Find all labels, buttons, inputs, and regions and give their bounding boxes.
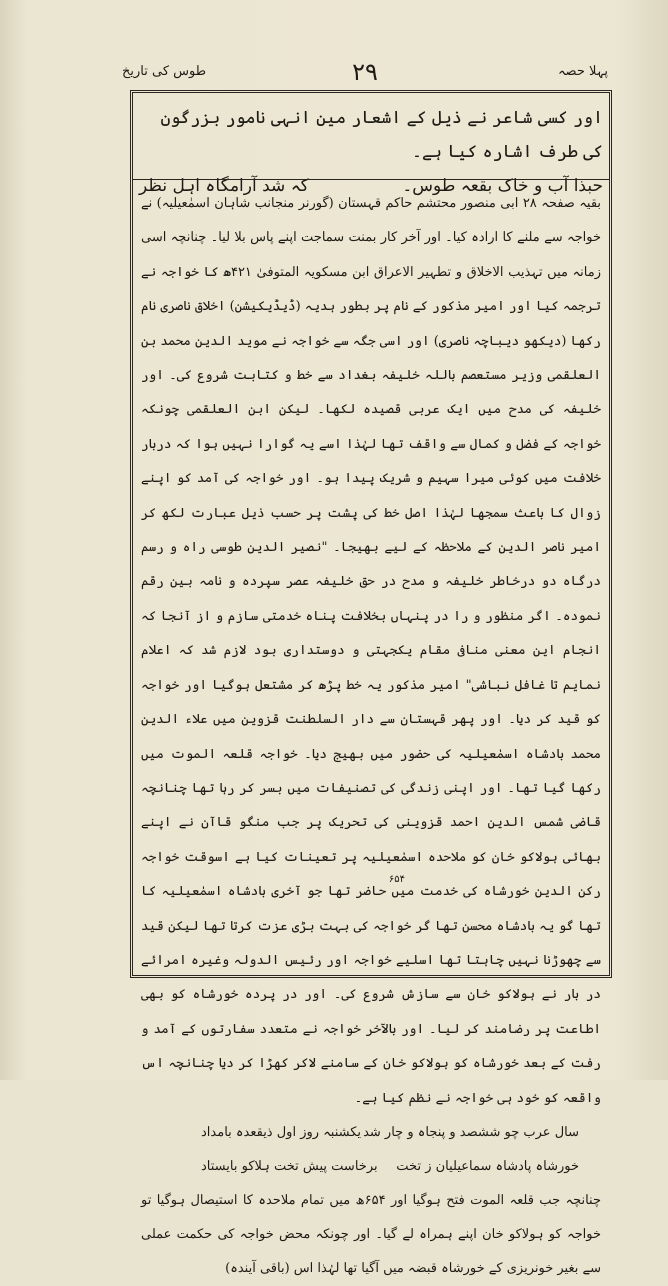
footnote-paragraph-1: بقیہ صفحہ ۲۸ ابی منصور محتشم حاکم قہستان (گورنر منجانب شاہان اسمٰعیلیہ) نے خواجہ سے ملنے کا ارادہ کیا۔ اور آخر کار بمنت سماجت اپنے پاس بلا لیا۔ چنانچہ اسی زمانہ میں تہذیب الاخلاق و تطہیر الاعراق ابن مسکویہ المتوفیٰ ۴۲۱ھ کا خواجہ نے ترجمہ کیا اور امیر مذکور کے نام پر بطور ہدیہ (ڈیڈیکیشن) اخلاق ناصری نام رکھا (دیکھو دیباچہ ناصری) اور اسی جگہ سے خواجہ نے موید الدین محمد بن العلقمی وزیر مستعصم باللہ خلیفہ بغداد سے خط و کتابت شروع کی۔ اور خلیفہ کی مدح میں ایک عربی قصیدہ لکھا۔ لیکن ابن العلقمی چونکہ خواجہ کے فضل و کمال سے واقف تھا لہٰذا اسے یہ گوارا نہیں ہوا کہ دربار خلافت میں کوئی میرا سہیم و شریک پیدا ہو۔ اور خواجہ کی آمد کو اپنے زوال کا باعث سمجھا لہٰذا اصل خط کی پشت پر حسب ذیل عبارت لکھ کر امیر ناصر الدین کے ملاحظہ کے لیے بھیجا۔ "نصیر الدین طوسی راہ و رسم درگاہ دو درخاطر خلیفہ و مدح در حق خلیفہ عصر سپردہ و نامہ بین رقم نمودہ۔ اگر منظور و را در پنہاں بخلافت پناہ خدمتی سازم و از آنجا کہ انجام این معنی منافی مقام یکجہتی و دوستداری بود لازم شد کہ اعلام نمایم تا غافل نباشی" امیر مذکور یہ خط پڑھ کر مشتعل ہوگیا اور خواجہ کو قید کر دیا۔ اور پھر قہستان سے دار السلطنت قزوین میں علاء الدین محمد بادشاہ اسمٰعیلیہ کی حضور میں بھیج دیا۔ خواجہ قلعہ الموت میں رکھا گیا تھا۔ اور اپنی زندگی کی تصنیفات میں بسر کر رہا تھا چنانچہ قاضی شمس الدین احمد قزوینی کی تحریک پر جب منگو قاآن نے اپنے بھائی ہولاکو خان کو ملاحدہ اسمٰعیلیہ پر تعینات کیا ہے اسوقت خواجہ رکن الدین خورشاہ کی خدمت میں حاضر تھا جو آخری بادشاہ اسمٰعیلیہ کا تھا گو یہ بادشاہ محسن تھا گر خواجہ کی بہت بڑی عزت کرتا تھا لیکن قید سے چھوڑنا نہیں چاہتا تھا اسلیے خواجہ اور رئیس الدولہ وغیرہ امرائے در بار نے ہولاکو خان سے سازش شروع کی۔ اور در پردہ خورشاہ کو بھی اطاعت پر رضامند کر لیا۔ اور بالآخر خواجہ نے متعدد سفارتوں کے آمد و رفت کے بعد خورشاہ کو ہولاکو خان کے سامنے لاکر کھڑا کر دیا چنانچہ اس واقعہ کو خود ہی خواجہ نے نظم کیا ہے۔ (141, 196, 602, 1106)
footnote-body (141, 187, 601, 1286)
verse-2-left: برخاست پیش تخت ہلاکو بایستاد (201, 1158, 378, 1174)
section-label: پہلا حصہ (557, 64, 608, 79)
intro-verse-left: کہ شد آرامگاہ اہل نظر (139, 176, 309, 196)
verse-1-right: سال عرب چو ششصد و پنجاہ و چار شد (363, 1124, 579, 1140)
page-number: ۲۹ (352, 58, 378, 86)
verse-line-1 (141, 1116, 601, 1150)
verse-1-left: یکشنبہ روز اول ذیقعدہ بامداد (201, 1124, 362, 1140)
intro-verse-right: حبذا آب و خاک بقعہ طوس۔ (402, 176, 603, 196)
verse-date-note: ۶۵۴ (388, 874, 405, 885)
running-title: طوس کی تاریخ (122, 64, 207, 79)
footnote-divider (133, 179, 609, 180)
intro-line: اور کسی شاعر نے ذیل کے اشعار مین انہی نامور بزرگون کی طرف اشارہ کیا ہے۔ (160, 108, 603, 162)
verse-2-right: خورشاہ پادشاہ سماعیلیان ز تخت (396, 1158, 579, 1174)
page-header (120, 58, 610, 88)
verse-line-2 (141, 1150, 601, 1184)
footnote-paragraph-2: چنانچہ جب قلعہ الموت فتح ہوگیا اور ۶۵۴ھ میں تمام ملاحدہ کا استیصال ہوگیا تو خواجہ کو ہولاکو خان اپنے ہمراہ لے گیا۔ اور چونکہ محض خواجہ کی حکمت عملی سے بغیر خونریزی کے خورشاہ قبضہ میں آگیا تھا لہٰذا اس (باقی آیندہ) (141, 1192, 602, 1276)
text-frame (130, 90, 612, 1276)
